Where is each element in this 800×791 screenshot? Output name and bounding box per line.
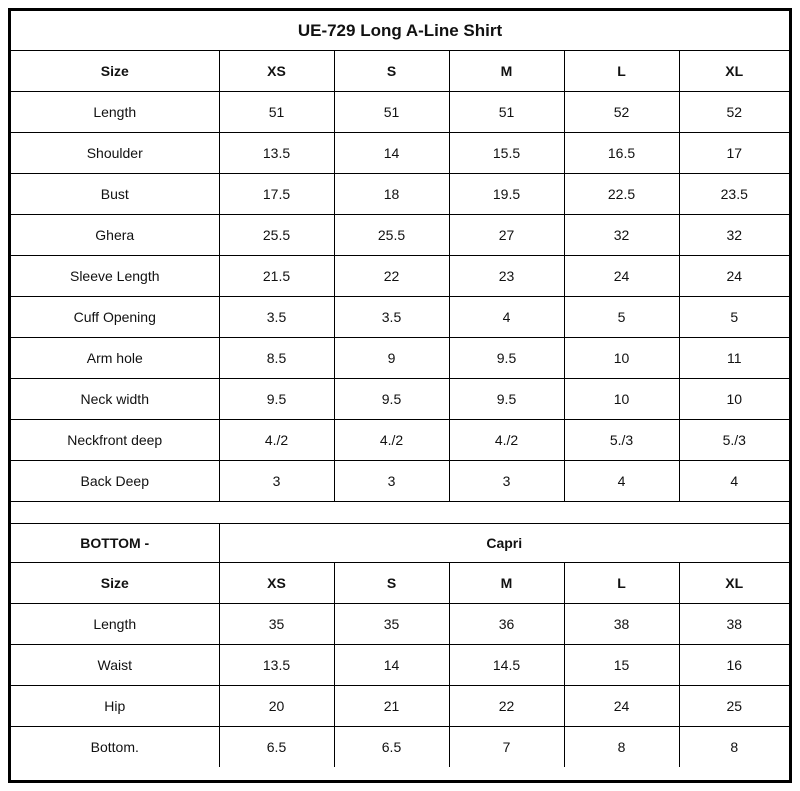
measurement-value: 9.5 [219,379,334,420]
measurement-value: 21 [334,686,449,727]
size-chart-table [11,11,789,767]
measurement-value: 5 [564,297,679,338]
bottom-size-header-row [11,563,789,604]
measurement-value: 17.5 [219,174,334,215]
measurement-value: 15.5 [449,133,564,174]
bottom-section-label: BOTTOM - [11,524,219,563]
measurement-value: 52 [679,92,789,133]
bottom-row [11,645,789,686]
measurement-value: 25.5 [334,215,449,256]
measurement-value: 22 [334,256,449,297]
measurement-value: 4 [679,461,789,502]
measurement-value: 9.5 [449,338,564,379]
measurement-value: 35 [219,604,334,645]
top-row [11,92,789,133]
measurement-value: 20 [219,686,334,727]
measurement-value: 5./3 [564,420,679,461]
measurement-value: 38 [679,604,789,645]
size-header: S [334,51,449,92]
measurement-value: 16 [679,645,789,686]
measurement-label: Length [11,92,219,133]
measurement-value: 3 [334,461,449,502]
size-header: XL [679,51,789,92]
measurement-value: 36 [449,604,564,645]
measurement-value: 6.5 [334,727,449,768]
measurement-label: Arm hole [11,338,219,379]
measurement-value: 13.5 [219,133,334,174]
measurement-value: 8 [564,727,679,768]
size-chart [8,8,792,783]
measurement-value: 51 [449,92,564,133]
measurement-label: Length [11,604,219,645]
measurement-value: 24 [679,256,789,297]
chart-title: UE-729 Long A-Line Shirt [11,11,789,51]
measurement-value: 25 [679,686,789,727]
bottom-row [11,604,789,645]
measurement-value: 51 [334,92,449,133]
measurement-value: 22 [449,686,564,727]
top-row [11,461,789,502]
measurement-label: Neckfront deep [11,420,219,461]
top-size-header-label: Size [11,51,219,92]
measurement-label: Shoulder [11,133,219,174]
measurement-value: 25.5 [219,215,334,256]
measurement-value: 6.5 [219,727,334,768]
measurement-value: 13.5 [219,645,334,686]
section-spacer [11,502,789,524]
measurement-value: 10 [564,338,679,379]
measurement-value: 7 [449,727,564,768]
measurement-value: 4./2 [334,420,449,461]
size-header: L [564,563,679,604]
measurement-value: 24 [564,256,679,297]
measurement-label: Back Deep [11,461,219,502]
bottom-row [11,727,789,768]
measurement-label: Neck width [11,379,219,420]
measurement-value: 23.5 [679,174,789,215]
measurement-value: 11 [679,338,789,379]
measurement-label: Sleeve Length [11,256,219,297]
measurement-value: 32 [679,215,789,256]
measurement-value: 9.5 [449,379,564,420]
measurement-value: 5 [679,297,789,338]
measurement-value: 23 [449,256,564,297]
measurement-value: 51 [219,92,334,133]
measurement-value: 9.5 [334,379,449,420]
bottom-section-row [11,524,789,563]
measurement-value: 38 [564,604,679,645]
measurement-value: 14 [334,133,449,174]
measurement-value: 8 [679,727,789,768]
measurement-value: 14 [334,645,449,686]
measurement-value: 24 [564,686,679,727]
measurement-value: 16.5 [564,133,679,174]
measurement-label: Ghera [11,215,219,256]
measurement-value: 15 [564,645,679,686]
top-row [11,420,789,461]
top-row [11,297,789,338]
measurement-value: 35 [334,604,449,645]
measurement-value: 18 [334,174,449,215]
measurement-value: 27 [449,215,564,256]
size-header: XS [219,563,334,604]
size-header: XS [219,51,334,92]
measurement-value: 10 [679,379,789,420]
top-row [11,133,789,174]
size-header: M [449,51,564,92]
measurement-value: 9 [334,338,449,379]
measurement-value: 3 [449,461,564,502]
measurement-value: 17 [679,133,789,174]
measurement-value: 8.5 [219,338,334,379]
size-header: L [564,51,679,92]
bottom-row [11,686,789,727]
bottom-section-type: Capri [219,524,789,563]
top-row [11,174,789,215]
top-row [11,338,789,379]
measurement-label: Waist [11,645,219,686]
measurement-value: 10 [564,379,679,420]
size-header: XL [679,563,789,604]
section-spacer-row [11,502,789,524]
bottom-size-header-label: Size [11,563,219,604]
measurement-value: 14.5 [449,645,564,686]
measurement-value: 52 [564,92,679,133]
measurement-value: 4./2 [449,420,564,461]
top-row [11,215,789,256]
measurement-value: 4 [449,297,564,338]
top-row [11,256,789,297]
top-size-header-row [11,51,789,92]
measurement-value: 19.5 [449,174,564,215]
measurement-value: 3.5 [219,297,334,338]
measurement-value: 4./2 [219,420,334,461]
measurement-value: 5./3 [679,420,789,461]
measurement-label: Bottom. [11,727,219,768]
measurement-label: Hip [11,686,219,727]
size-header: S [334,563,449,604]
measurement-value: 32 [564,215,679,256]
measurement-value: 21.5 [219,256,334,297]
measurement-label: Bust [11,174,219,215]
size-header: M [449,563,564,604]
measurement-value: 4 [564,461,679,502]
measurement-value: 3.5 [334,297,449,338]
top-row [11,379,789,420]
measurement-value: 22.5 [564,174,679,215]
measurement-value: 3 [219,461,334,502]
measurement-label: Cuff Opening [11,297,219,338]
